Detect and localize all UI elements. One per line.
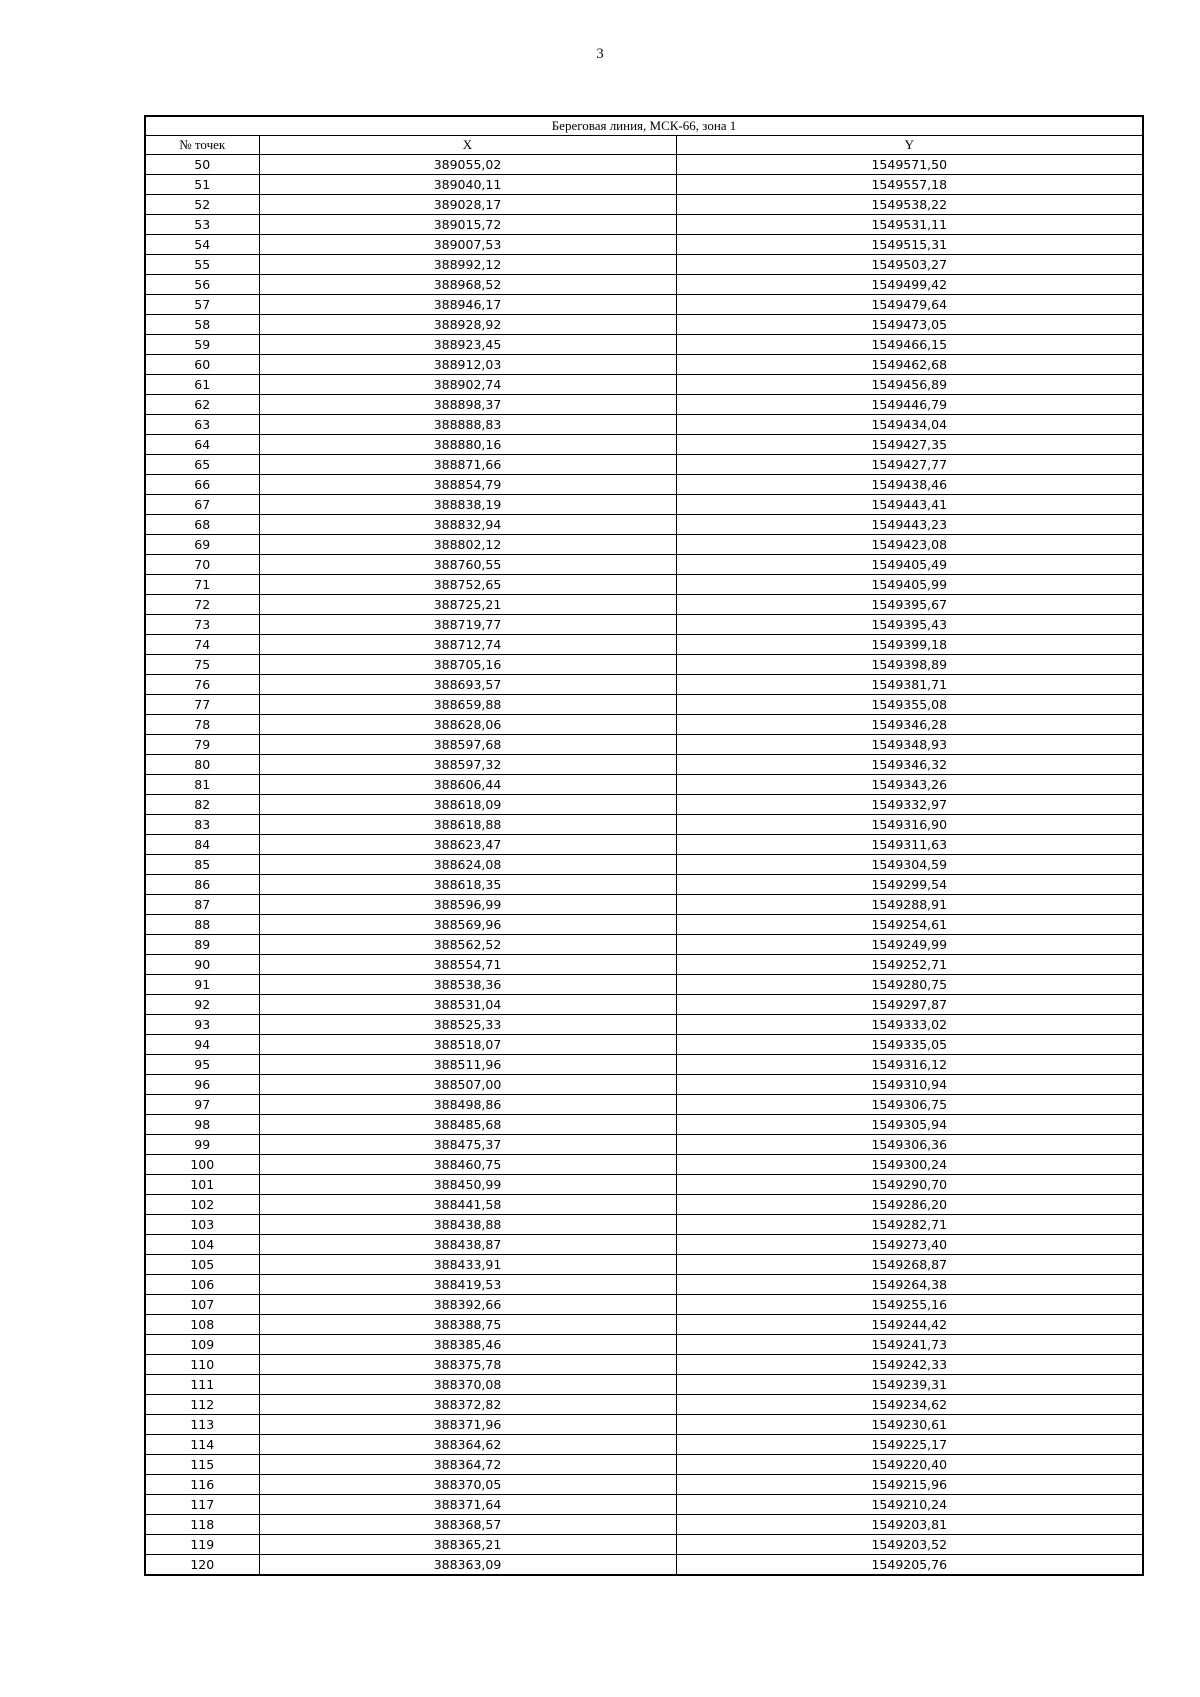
point-number-cell: 81: [145, 775, 259, 795]
column-header-y: Y: [676, 136, 1143, 155]
y-coordinate-cell: 1549252,71: [676, 955, 1143, 975]
y-coordinate-cell: 1549254,61: [676, 915, 1143, 935]
y-coordinate-cell: 1549288,91: [676, 895, 1143, 915]
y-coordinate-cell: 1549499,42: [676, 275, 1143, 295]
y-coordinate-cell: 1549316,90: [676, 815, 1143, 835]
point-number-cell: 99: [145, 1135, 259, 1155]
x-coordinate-cell: 388618,35: [259, 875, 676, 895]
x-coordinate-cell: 388438,87: [259, 1235, 676, 1255]
x-coordinate-cell: 388628,06: [259, 715, 676, 735]
table-row: [145, 1495, 1143, 1515]
y-coordinate-cell: 1549241,73: [676, 1335, 1143, 1355]
x-coordinate-cell: 388725,21: [259, 595, 676, 615]
table-row: [145, 615, 1143, 635]
x-coordinate-cell: 388562,52: [259, 935, 676, 955]
table-row: [145, 895, 1143, 915]
coordinates-table: [144, 115, 1144, 1576]
point-number-cell: 84: [145, 835, 259, 855]
table-row: [145, 1455, 1143, 1475]
point-number-cell: 91: [145, 975, 259, 995]
table-row: [145, 855, 1143, 875]
point-number-cell: 52: [145, 195, 259, 215]
y-coordinate-cell: 1549332,97: [676, 795, 1143, 815]
x-coordinate-cell: 388802,12: [259, 535, 676, 555]
table-row: [145, 695, 1143, 715]
point-number-cell: 56: [145, 275, 259, 295]
point-number-cell: 55: [145, 255, 259, 275]
y-coordinate-cell: 1549479,64: [676, 295, 1143, 315]
table-row: [145, 375, 1143, 395]
table-row: [145, 1335, 1143, 1355]
x-coordinate-cell: 389028,17: [259, 195, 676, 215]
x-coordinate-cell: 388854,79: [259, 475, 676, 495]
point-number-cell: 70: [145, 555, 259, 575]
x-coordinate-cell: 388365,21: [259, 1535, 676, 1555]
x-coordinate-cell: 388871,66: [259, 455, 676, 475]
x-coordinate-cell: 388531,04: [259, 995, 676, 1015]
point-number-cell: 89: [145, 935, 259, 955]
table-row: [145, 875, 1143, 895]
table-row: [145, 1195, 1143, 1215]
x-coordinate-cell: 388363,09: [259, 1555, 676, 1576]
y-coordinate-cell: 1549355,08: [676, 695, 1143, 715]
table-row: [145, 1415, 1143, 1435]
table-row: [145, 955, 1143, 975]
y-coordinate-cell: 1549427,35: [676, 435, 1143, 455]
table-row: [145, 195, 1143, 215]
table-row: [145, 755, 1143, 775]
table-row: [145, 675, 1143, 695]
table-row: [145, 1115, 1143, 1135]
point-number-cell: 79: [145, 735, 259, 755]
x-coordinate-cell: 388371,96: [259, 1415, 676, 1435]
x-coordinate-cell: 388498,86: [259, 1095, 676, 1115]
y-coordinate-cell: 1549405,99: [676, 575, 1143, 595]
point-number-cell: 85: [145, 855, 259, 875]
point-number-cell: 72: [145, 595, 259, 615]
table-title: Береговая линия, МСК-66, зона 1: [145, 116, 1143, 136]
y-coordinate-cell: 1549333,02: [676, 1015, 1143, 1035]
table-row: [145, 1075, 1143, 1095]
y-coordinate-cell: 1549503,27: [676, 255, 1143, 275]
x-coordinate-cell: 388385,46: [259, 1335, 676, 1355]
x-coordinate-cell: 388912,03: [259, 355, 676, 375]
table-row: [145, 975, 1143, 995]
table-row: [145, 995, 1143, 1015]
x-coordinate-cell: 388618,88: [259, 815, 676, 835]
table-row: [145, 935, 1143, 955]
y-coordinate-cell: 1549405,49: [676, 555, 1143, 575]
x-coordinate-cell: 388370,08: [259, 1375, 676, 1395]
point-number-cell: 88: [145, 915, 259, 935]
y-coordinate-cell: 1549244,42: [676, 1315, 1143, 1335]
table-row: [145, 335, 1143, 355]
y-coordinate-cell: 1549264,38: [676, 1275, 1143, 1295]
y-coordinate-cell: 1549280,75: [676, 975, 1143, 995]
table-row: [145, 1315, 1143, 1335]
x-coordinate-cell: 388712,74: [259, 635, 676, 655]
table-row: [145, 1135, 1143, 1155]
point-number-cell: 100: [145, 1155, 259, 1175]
x-coordinate-cell: 388902,74: [259, 375, 676, 395]
table-row: [145, 1035, 1143, 1055]
point-number-cell: 82: [145, 795, 259, 815]
y-coordinate-cell: 1549282,71: [676, 1215, 1143, 1235]
y-coordinate-cell: 1549531,11: [676, 215, 1143, 235]
y-coordinate-cell: 1549395,67: [676, 595, 1143, 615]
x-coordinate-cell: 388946,17: [259, 295, 676, 315]
table-row: [145, 655, 1143, 675]
point-number-cell: 120: [145, 1555, 259, 1576]
x-coordinate-cell: 388371,64: [259, 1495, 676, 1515]
point-number-cell: 50: [145, 155, 259, 175]
table-row: [145, 915, 1143, 935]
table-row: [145, 1095, 1143, 1115]
point-number-cell: 80: [145, 755, 259, 775]
y-coordinate-cell: 1549473,05: [676, 315, 1143, 335]
y-coordinate-cell: 1549557,18: [676, 175, 1143, 195]
point-number-cell: 67: [145, 495, 259, 515]
point-number-cell: 116: [145, 1475, 259, 1495]
point-number-cell: 98: [145, 1115, 259, 1135]
y-coordinate-cell: 1549297,87: [676, 995, 1143, 1015]
point-number-cell: 119: [145, 1535, 259, 1555]
y-coordinate-cell: 1549225,17: [676, 1435, 1143, 1455]
table-row: [145, 215, 1143, 235]
y-coordinate-cell: 1549210,24: [676, 1495, 1143, 1515]
table-row: [145, 1155, 1143, 1175]
x-coordinate-cell: 388596,99: [259, 895, 676, 915]
x-coordinate-cell: 388838,19: [259, 495, 676, 515]
point-number-cell: 103: [145, 1215, 259, 1235]
y-coordinate-cell: 1549304,59: [676, 855, 1143, 875]
y-coordinate-cell: 1549398,89: [676, 655, 1143, 675]
x-coordinate-cell: 388507,00: [259, 1075, 676, 1095]
point-number-cell: 78: [145, 715, 259, 735]
point-number-cell: 73: [145, 615, 259, 635]
point-number-cell: 115: [145, 1455, 259, 1475]
y-coordinate-cell: 1549443,23: [676, 515, 1143, 535]
x-coordinate-cell: 388606,44: [259, 775, 676, 795]
point-number-cell: 109: [145, 1335, 259, 1355]
y-coordinate-cell: 1549427,77: [676, 455, 1143, 475]
y-coordinate-cell: 1549249,99: [676, 935, 1143, 955]
y-coordinate-cell: 1549234,62: [676, 1395, 1143, 1415]
x-coordinate-cell: 388898,37: [259, 395, 676, 415]
y-coordinate-cell: 1549230,61: [676, 1415, 1143, 1435]
table-row: [145, 175, 1143, 195]
x-coordinate-cell: 388888,83: [259, 415, 676, 435]
point-number-cell: 111: [145, 1375, 259, 1395]
x-coordinate-cell: 388370,05: [259, 1475, 676, 1495]
y-coordinate-cell: 1549348,93: [676, 735, 1143, 755]
x-coordinate-cell: 388705,16: [259, 655, 676, 675]
table-row: [145, 1255, 1143, 1275]
x-coordinate-cell: 389040,11: [259, 175, 676, 195]
table-row: [145, 1475, 1143, 1495]
y-coordinate-cell: 1549220,40: [676, 1455, 1143, 1475]
y-coordinate-cell: 1549346,32: [676, 755, 1143, 775]
y-coordinate-cell: 1549255,16: [676, 1295, 1143, 1315]
y-coordinate-cell: 1549438,46: [676, 475, 1143, 495]
point-number-cell: 86: [145, 875, 259, 895]
point-number-cell: 54: [145, 235, 259, 255]
x-coordinate-cell: 388832,94: [259, 515, 676, 535]
point-number-cell: 101: [145, 1175, 259, 1195]
y-coordinate-cell: 1549306,75: [676, 1095, 1143, 1115]
table-row: [145, 1395, 1143, 1415]
table-row: [145, 475, 1143, 495]
x-coordinate-cell: 388928,92: [259, 315, 676, 335]
point-number-cell: 118: [145, 1515, 259, 1535]
point-number-cell: 62: [145, 395, 259, 415]
y-coordinate-cell: 1549239,31: [676, 1375, 1143, 1395]
point-number-cell: 94: [145, 1035, 259, 1055]
y-coordinate-cell: 1549205,76: [676, 1555, 1143, 1576]
table-row: [145, 835, 1143, 855]
y-coordinate-cell: 1549423,08: [676, 535, 1143, 555]
point-number-cell: 71: [145, 575, 259, 595]
table-row: [145, 535, 1143, 555]
point-number-cell: 61: [145, 375, 259, 395]
y-coordinate-cell: 1549203,81: [676, 1515, 1143, 1535]
table-row: [145, 515, 1143, 535]
point-number-cell: 90: [145, 955, 259, 975]
table-row: [145, 495, 1143, 515]
point-number-cell: 108: [145, 1315, 259, 1335]
y-coordinate-cell: 1549446,79: [676, 395, 1143, 415]
page-number: 3: [596, 46, 604, 62]
table-row: [145, 735, 1143, 755]
table-row: [145, 315, 1143, 335]
y-coordinate-cell: 1549456,89: [676, 375, 1143, 395]
point-number-cell: 117: [145, 1495, 259, 1515]
y-coordinate-cell: 1549395,43: [676, 615, 1143, 635]
x-coordinate-cell: 388569,96: [259, 915, 676, 935]
x-coordinate-cell: 388752,65: [259, 575, 676, 595]
x-coordinate-cell: 388460,75: [259, 1155, 676, 1175]
x-coordinate-cell: 388923,45: [259, 335, 676, 355]
y-coordinate-cell: 1549399,18: [676, 635, 1143, 655]
table-row: [145, 815, 1143, 835]
point-number-cell: 65: [145, 455, 259, 475]
x-coordinate-cell: 388438,88: [259, 1215, 676, 1235]
point-number-cell: 113: [145, 1415, 259, 1435]
y-coordinate-cell: 1549443,41: [676, 495, 1143, 515]
point-number-cell: 114: [145, 1435, 259, 1455]
x-coordinate-cell: 388475,37: [259, 1135, 676, 1155]
y-coordinate-cell: 1549300,24: [676, 1155, 1143, 1175]
table-row: [145, 1175, 1143, 1195]
y-coordinate-cell: 1549316,12: [676, 1055, 1143, 1075]
table-body: [145, 155, 1143, 1576]
y-coordinate-cell: 1549299,54: [676, 875, 1143, 895]
table-row: [145, 255, 1143, 275]
x-coordinate-cell: 388518,07: [259, 1035, 676, 1055]
point-number-cell: 110: [145, 1355, 259, 1375]
table-row: [145, 415, 1143, 435]
x-coordinate-cell: 388659,88: [259, 695, 676, 715]
point-number-cell: 93: [145, 1015, 259, 1035]
x-coordinate-cell: 388719,77: [259, 615, 676, 635]
x-coordinate-cell: 389015,72: [259, 215, 676, 235]
table-row: [145, 1055, 1143, 1075]
point-number-cell: 53: [145, 215, 259, 235]
y-coordinate-cell: 1549466,15: [676, 335, 1143, 355]
point-number-cell: 66: [145, 475, 259, 495]
y-coordinate-cell: 1549571,50: [676, 155, 1143, 175]
x-coordinate-cell: 388433,91: [259, 1255, 676, 1275]
y-coordinate-cell: 1549286,20: [676, 1195, 1143, 1215]
point-number-cell: 105: [145, 1255, 259, 1275]
point-number-cell: 63: [145, 415, 259, 435]
table-row: [145, 715, 1143, 735]
y-coordinate-cell: 1549346,28: [676, 715, 1143, 735]
point-number-cell: 74: [145, 635, 259, 655]
point-number-cell: 106: [145, 1275, 259, 1295]
point-number-cell: 59: [145, 335, 259, 355]
x-coordinate-cell: 388441,58: [259, 1195, 676, 1215]
y-coordinate-cell: 1549306,36: [676, 1135, 1143, 1155]
x-coordinate-cell: 388597,32: [259, 755, 676, 775]
table-row: [145, 1375, 1143, 1395]
x-coordinate-cell: 388880,16: [259, 435, 676, 455]
table-row: [145, 1535, 1143, 1555]
table-row: [145, 1235, 1143, 1255]
point-number-cell: 112: [145, 1395, 259, 1415]
column-header-x: X: [259, 136, 676, 155]
y-coordinate-cell: 1549268,87: [676, 1255, 1143, 1275]
table-row: [145, 595, 1143, 615]
table-row: [145, 1555, 1143, 1576]
table-row: [145, 275, 1143, 295]
x-coordinate-cell: 388760,55: [259, 555, 676, 575]
y-coordinate-cell: 1549215,96: [676, 1475, 1143, 1495]
table-row: [145, 455, 1143, 475]
x-coordinate-cell: 388368,57: [259, 1515, 676, 1535]
x-coordinate-cell: 388597,68: [259, 735, 676, 755]
x-coordinate-cell: 388450,99: [259, 1175, 676, 1195]
x-coordinate-cell: 389055,02: [259, 155, 676, 175]
point-number-cell: 87: [145, 895, 259, 915]
point-number-cell: 69: [145, 535, 259, 555]
table-row: [145, 1355, 1143, 1375]
point-number-cell: 76: [145, 675, 259, 695]
x-coordinate-cell: 388372,82: [259, 1395, 676, 1415]
point-number-cell: 92: [145, 995, 259, 1015]
y-coordinate-cell: 1549462,68: [676, 355, 1143, 375]
table-row: [145, 435, 1143, 455]
table-row: [145, 775, 1143, 795]
point-number-cell: 60: [145, 355, 259, 375]
y-coordinate-cell: 1549381,71: [676, 675, 1143, 695]
point-number-cell: 77: [145, 695, 259, 715]
x-coordinate-cell: 388624,08: [259, 855, 676, 875]
x-coordinate-cell: 388623,47: [259, 835, 676, 855]
point-number-cell: 68: [145, 515, 259, 535]
point-number-cell: 102: [145, 1195, 259, 1215]
point-number-cell: 95: [145, 1055, 259, 1075]
point-number-cell: 58: [145, 315, 259, 335]
x-coordinate-cell: 388992,12: [259, 255, 676, 275]
point-number-cell: 57: [145, 295, 259, 315]
x-coordinate-cell: 388388,75: [259, 1315, 676, 1335]
table-row: [145, 155, 1143, 175]
table-row: [145, 1015, 1143, 1035]
y-coordinate-cell: 1549305,94: [676, 1115, 1143, 1135]
y-coordinate-cell: 1549538,22: [676, 195, 1143, 215]
table-row: [145, 355, 1143, 375]
table-row: [145, 1275, 1143, 1295]
table-row: [145, 1295, 1143, 1315]
y-coordinate-cell: 1549290,70: [676, 1175, 1143, 1195]
y-coordinate-cell: 1549203,52: [676, 1535, 1143, 1555]
table-row: [145, 575, 1143, 595]
x-coordinate-cell: 388485,68: [259, 1115, 676, 1135]
x-coordinate-cell: 388554,71: [259, 955, 676, 975]
x-coordinate-cell: 388693,57: [259, 675, 676, 695]
y-coordinate-cell: 1549515,31: [676, 235, 1143, 255]
table-row: [145, 295, 1143, 315]
x-coordinate-cell: 388618,09: [259, 795, 676, 815]
table-row: [145, 235, 1143, 255]
table-row: [145, 1215, 1143, 1235]
y-coordinate-cell: 1549434,04: [676, 415, 1143, 435]
table-row: [145, 635, 1143, 655]
point-number-cell: 97: [145, 1095, 259, 1115]
table-row: [145, 795, 1143, 815]
y-coordinate-cell: 1549242,33: [676, 1355, 1143, 1375]
point-number-cell: 107: [145, 1295, 259, 1315]
point-number-cell: 96: [145, 1075, 259, 1095]
table-row: [145, 1515, 1143, 1535]
x-coordinate-cell: 388968,52: [259, 275, 676, 295]
point-number-cell: 64: [145, 435, 259, 455]
x-coordinate-cell: 388375,78: [259, 1355, 676, 1375]
y-coordinate-cell: 1549273,40: [676, 1235, 1143, 1255]
x-coordinate-cell: 388419,53: [259, 1275, 676, 1295]
x-coordinate-cell: 388364,72: [259, 1455, 676, 1475]
point-number-cell: 83: [145, 815, 259, 835]
y-coordinate-cell: 1549343,26: [676, 775, 1143, 795]
y-coordinate-cell: 1549335,05: [676, 1035, 1143, 1055]
x-coordinate-cell: 388392,66: [259, 1295, 676, 1315]
x-coordinate-cell: 388364,62: [259, 1435, 676, 1455]
x-coordinate-cell: 388525,33: [259, 1015, 676, 1035]
table-row: [145, 395, 1143, 415]
y-coordinate-cell: 1549311,63: [676, 835, 1143, 855]
x-coordinate-cell: 388511,96: [259, 1055, 676, 1075]
x-coordinate-cell: 389007,53: [259, 235, 676, 255]
point-number-cell: 75: [145, 655, 259, 675]
table-row: [145, 1435, 1143, 1455]
point-number-cell: 104: [145, 1235, 259, 1255]
point-number-cell: 51: [145, 175, 259, 195]
column-header-point-number: № точек: [145, 136, 259, 155]
x-coordinate-cell: 388538,36: [259, 975, 676, 995]
table-row: [145, 555, 1143, 575]
y-coordinate-cell: 1549310,94: [676, 1075, 1143, 1095]
